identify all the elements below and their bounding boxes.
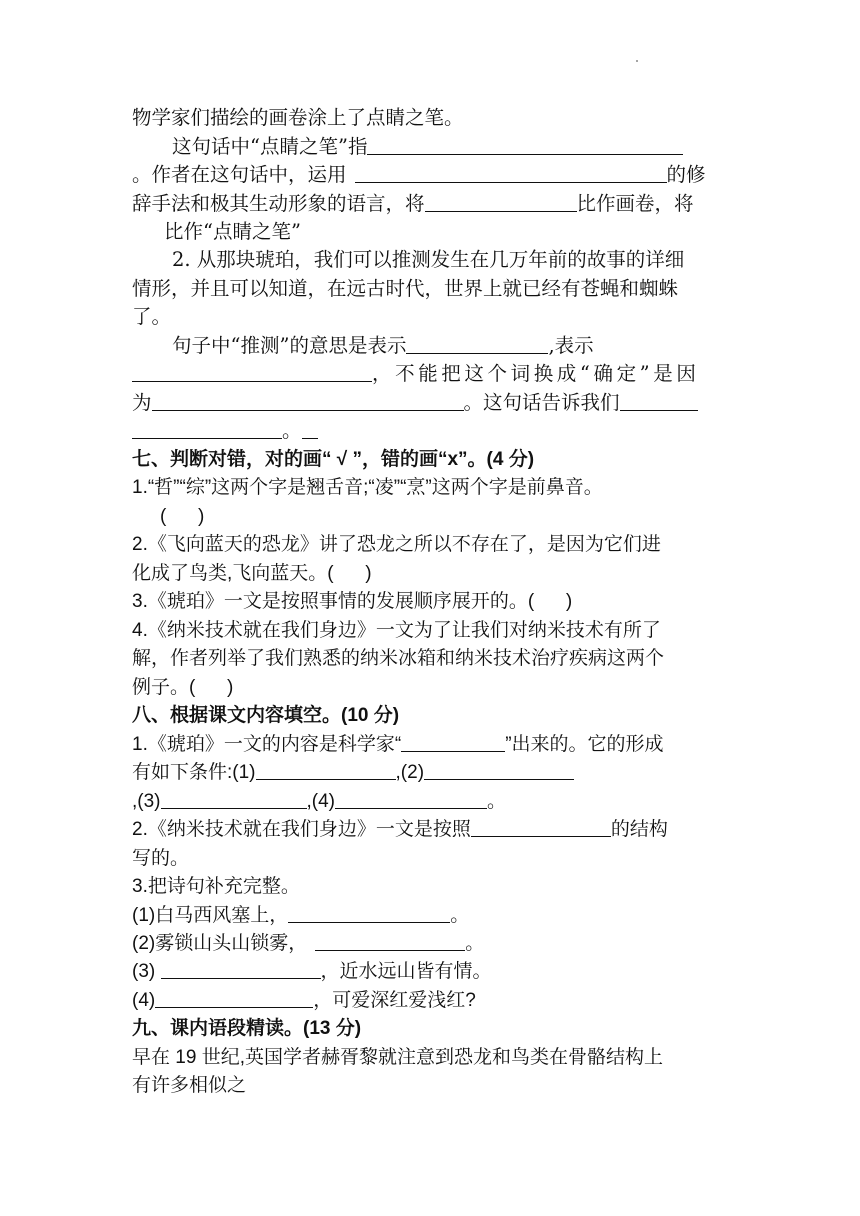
answer-blank[interactable] xyxy=(335,788,487,809)
text-line: 4.《纳米技术就在我们身边》一文为了让我们对纳米技术有所了 xyxy=(132,620,661,641)
text-line: 比作“点睛之笔” xyxy=(164,220,301,243)
text-line: 解，作者列举了我们熟悉的纳米冰箱和纳米技术治疗疾病这两个 xyxy=(132,648,665,669)
answer-blank[interactable] xyxy=(471,816,611,837)
text-line: 早在 19 世纪,英国学者赫胥黎就注意到恐龙和鸟类在骨骼结构上 xyxy=(132,1047,663,1068)
text-line: 辞手法和极其生动形象的语言，将 比作画卷，将 xyxy=(132,192,694,215)
answer-blank[interactable] xyxy=(132,361,372,382)
text-line: 情形，并且可以知道，在远古时代，世界上就已经有苍蝇和蜘蛛 xyxy=(132,277,679,300)
text-line: 2. 从那块琥珀，我们可以推测发生在几万年前的故事的详细 xyxy=(172,248,685,271)
text-line: 化成了鸟类,飞向蓝天。( ) xyxy=(132,563,372,584)
text-line: ,(3) ,(4) 。 xyxy=(132,788,732,816)
text-line: (4) ，可爱深红爱浅红? xyxy=(132,987,732,1015)
answer-blank[interactable] xyxy=(620,390,698,411)
section-heading: 九、课内语段精读。(13 分) xyxy=(132,1018,362,1039)
answer-paren[interactable]: ( ) xyxy=(160,506,205,527)
text-line: 例子。( ) xyxy=(132,677,234,698)
text-line: ，不能把这个词换成“确定”是因 xyxy=(132,360,732,388)
answer-blank[interactable] xyxy=(406,333,548,354)
answer-blank[interactable] xyxy=(302,418,318,439)
text-line: 句子中“推测”的意思是表示 ,表示 xyxy=(172,334,594,357)
text-line: 这句话中“点睛之笔”指 xyxy=(172,133,732,161)
answer-blank[interactable] xyxy=(425,191,577,212)
text-line: (3) ，近水远山皆有情。 xyxy=(132,958,732,986)
text-line: (1)白马西风塞上， 。 xyxy=(132,902,732,930)
section-heading: 八、根据课文内容填空。(10 分) xyxy=(132,705,400,726)
page-dot xyxy=(636,60,638,62)
text-line: 2.《纳米技术就在我们身边》一文是按照 的结构 xyxy=(132,816,732,844)
text-line: 3.《琥珀》一文是按照事情的发展顺序展开的。( ) xyxy=(132,591,573,612)
answer-blank[interactable] xyxy=(367,134,683,155)
answer-blank[interactable] xyxy=(288,902,450,923)
text-line: 有许多相似之 xyxy=(132,1075,247,1096)
text-line: (2)雾锁山头山锁雾， 。 xyxy=(132,930,732,958)
text-line: 写的。 xyxy=(132,848,190,869)
answer-blank[interactable] xyxy=(315,930,465,951)
text-line: 1.“哲”“综”这两个字是翘舌音;“凌”“烹”这两个字是前鼻音。 xyxy=(132,477,603,498)
answer-blank[interactable] xyxy=(161,958,321,979)
answer-blank[interactable] xyxy=(401,731,505,752)
answer-blank[interactable] xyxy=(132,418,282,439)
answer-blank[interactable] xyxy=(155,987,313,1008)
text-line: 物学家们描绘的画卷涂上了点睛之笔。 xyxy=(132,106,464,129)
answer-blank[interactable] xyxy=(256,759,396,780)
text-line: 3.把诗句补充完整。 xyxy=(132,876,300,897)
text-line: 1.《琥珀》一文的内容是科学家“ ”出来的。它的形成 xyxy=(132,731,732,759)
text-line: 有如下条件:(1) ,(2) xyxy=(132,759,732,787)
answer-blank[interactable] xyxy=(161,788,307,809)
text-line: 2.《飞向蓝天的恐龙》讲了恐龙之所以不存在了，是因为它们进 xyxy=(132,534,661,555)
answer-blank[interactable] xyxy=(355,162,667,183)
text-line: 了。 xyxy=(132,305,172,328)
answer-blank[interactable] xyxy=(152,390,464,411)
text-line: 。 xyxy=(132,417,732,445)
answer-blank[interactable] xyxy=(424,759,574,780)
section-heading: 七、判断对错，对的画“ √ ”，错的画“x”。(4 分) xyxy=(132,449,535,470)
text-line: 。作者在这句话中，运用 的修 xyxy=(132,163,706,186)
text-line: 为 。这句话告诉我们 xyxy=(132,389,732,417)
